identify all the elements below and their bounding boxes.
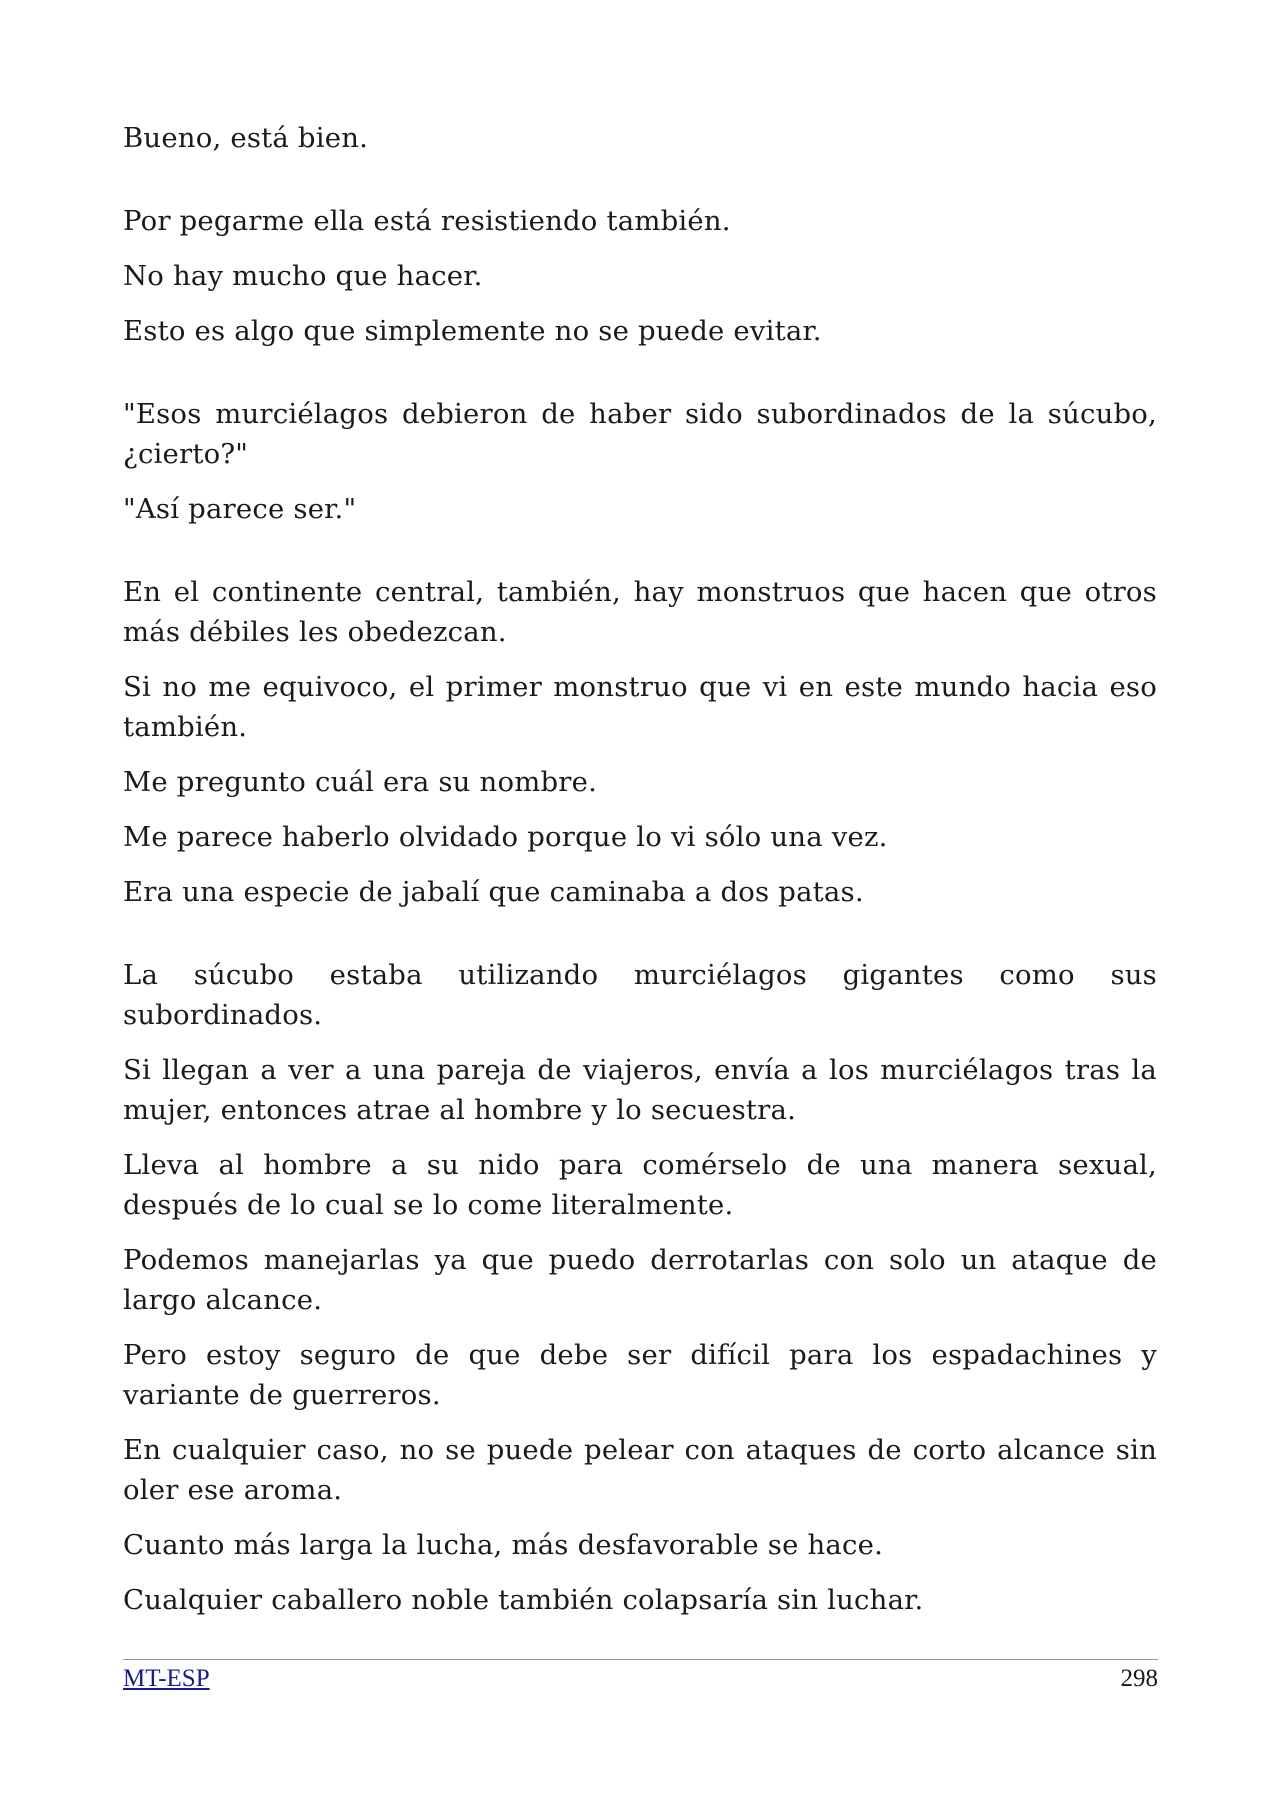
paragraph: "Esos murciélagos debieron de haber sido subordinados de la súcubo, ¿cierto?" bbox=[123, 398, 1157, 470]
paragraph: En cualquier caso, no se puede pelear con ataques de corto alcance sin oler ese aroma. bbox=[123, 1434, 1157, 1506]
paragraph: Podemos manejarlas ya que puedo derrotarlas con solo un ataque de largo alcance. bbox=[123, 1244, 1157, 1316]
paragraph: Si no me equivoco, el primer monstruo que vi en este mundo hacia eso también. bbox=[123, 671, 1157, 743]
paragraph: Cuanto más larga la lucha, más desfavorable se hace. bbox=[123, 1529, 884, 1561]
page-body bbox=[123, 118, 1157, 1635]
paragraph: Por pegarme ella está resistiendo también. bbox=[123, 205, 731, 237]
paragraph: "Así parece ser." bbox=[123, 493, 357, 525]
paragraph: Era una especie de jabalí que caminaba a dos patas. bbox=[123, 876, 864, 908]
paragraph-gap bbox=[123, 173, 1157, 201]
paragraph: Me pregunto cuál era su nombre. bbox=[123, 766, 598, 798]
paragraph: Me parece haberlo olvidado porque lo vi sólo una vez. bbox=[123, 821, 888, 853]
paragraph: Lleva al hombre a su nido para comérselo de una manera sexual, después de lo cual se lo come literalmente. bbox=[123, 1149, 1157, 1221]
paragraph: Pero estoy seguro de que debe ser difícil para los espadachines y variante de guerreros. bbox=[123, 1339, 1157, 1411]
paragraph-gap bbox=[123, 366, 1157, 394]
page-footer bbox=[123, 1659, 1158, 1694]
paragraph: Si llegan a ver a una pareja de viajeros, envía a los murciélagos tras la mujer, entonces atrae al hombre y lo secuestra. bbox=[123, 1054, 1157, 1126]
paragraph-gap bbox=[123, 544, 1157, 572]
paragraph: La súcubo estaba utilizando murciélagos gigantes como sus subordinados. bbox=[123, 959, 1157, 1031]
paragraph: Cualquier caballero noble también colapsaría sin luchar. bbox=[123, 1584, 924, 1616]
paragraph: Bueno, está bien. bbox=[123, 122, 369, 154]
paragraph: No hay mucho que hacer. bbox=[123, 260, 483, 292]
paragraph: Esto es algo que simplemente no se puede evitar. bbox=[123, 315, 822, 347]
footer-link-mt-esp[interactable]: MT-ESP bbox=[123, 1665, 210, 1692]
page-number: 298 bbox=[1120, 1665, 1158, 1692]
paragraph-gap bbox=[123, 927, 1157, 955]
paragraph: En el continente central, también, hay monstruos que hacen que otros más débiles les obedezcan. bbox=[123, 576, 1157, 648]
